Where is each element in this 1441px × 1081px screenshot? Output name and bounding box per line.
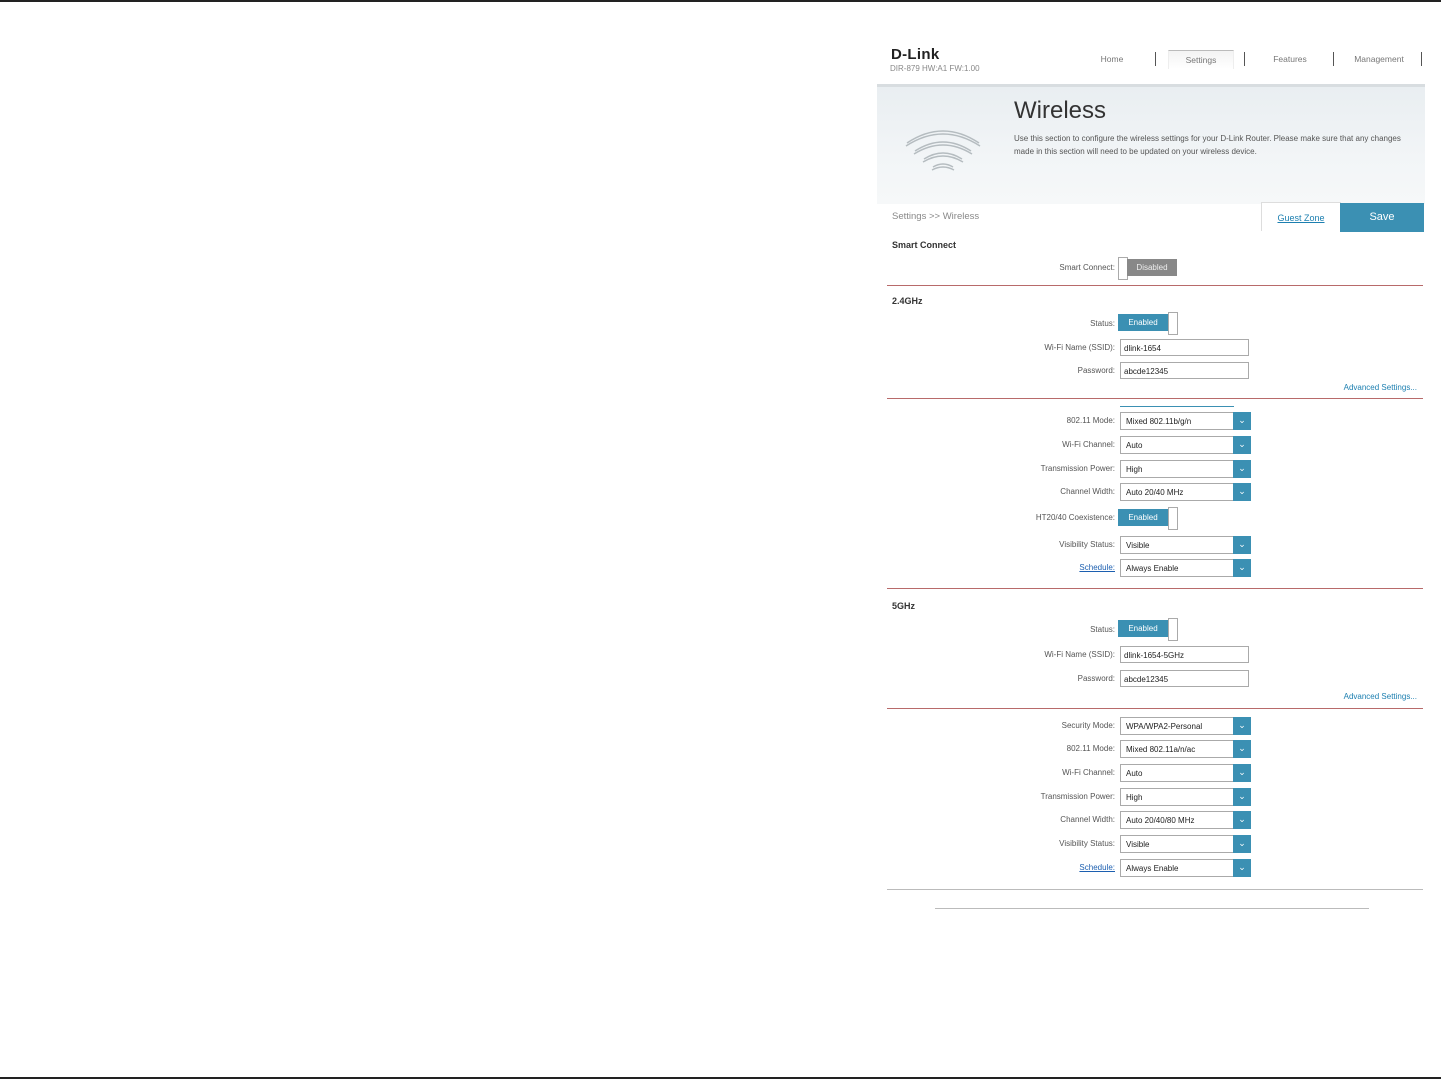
chevron-down-icon: ⌄ xyxy=(1233,559,1251,577)
band-5-security-label: Security Mode: xyxy=(1061,721,1115,730)
band-5-mode-select[interactable] xyxy=(1120,740,1251,758)
band-5-status-label: Status: xyxy=(1090,625,1115,634)
band-24-visibility-value: Visible xyxy=(1126,541,1150,550)
band-24-password-label: Password: xyxy=(1077,366,1115,375)
firmware-info: DIR-879 HW:A1 FW:1.00 xyxy=(890,64,980,73)
toggle-knob xyxy=(1168,312,1178,335)
chevron-down-icon: ⌄ xyxy=(1233,835,1251,853)
dlink-logo: D-Link xyxy=(891,46,940,63)
band-5-width-label: Channel Width: xyxy=(1060,815,1115,824)
band-5-ssid-input[interactable]: dlink-1654-5GHz xyxy=(1120,646,1249,663)
toggle-knob xyxy=(1168,507,1178,530)
band-24-channel-value: Auto xyxy=(1126,441,1143,450)
page-top-border xyxy=(0,0,1441,2)
band-5-status-state: Enabled xyxy=(1118,620,1168,637)
nav-separator xyxy=(1333,52,1334,66)
chevron-down-icon: ⌄ xyxy=(1233,764,1251,782)
band-5-password-label: Password: xyxy=(1077,674,1115,683)
nav-separator xyxy=(1421,52,1422,66)
band-24-width-label: Channel Width: xyxy=(1060,487,1115,496)
breadcrumb: Settings >> Wireless xyxy=(892,211,980,222)
page-banner xyxy=(877,84,1425,204)
band-5-power-label: Transmission Power: xyxy=(1040,792,1115,801)
chevron-down-icon: ⌄ xyxy=(1233,811,1251,829)
band-24-schedule-select[interactable] xyxy=(1120,559,1251,577)
band-24-status-state: Enabled xyxy=(1118,314,1168,331)
guest-zone-link[interactable]: Guest Zone xyxy=(1261,202,1341,231)
nav-separator xyxy=(1155,52,1156,66)
band-24-power-select[interactable] xyxy=(1120,460,1251,478)
chevron-down-icon: ⌄ xyxy=(1233,788,1251,806)
nav-features[interactable]: Features xyxy=(1273,54,1307,64)
section-divider xyxy=(887,889,1423,890)
band-24-mode-value: Mixed 802.11b/g/n xyxy=(1126,417,1192,426)
band-24-mode-select[interactable] xyxy=(1120,412,1251,430)
chevron-down-icon: ⌄ xyxy=(1233,460,1251,478)
band-5-heading: 5GHz xyxy=(892,601,916,611)
toggle-knob xyxy=(1168,618,1178,641)
band-24-channel-label: Wi-Fi Channel: xyxy=(1062,440,1115,449)
chevron-down-icon: ⌄ xyxy=(1233,717,1251,735)
band-5-power-value: High xyxy=(1126,793,1143,802)
chevron-down-icon: ⌄ xyxy=(1233,536,1251,554)
nav-settings[interactable]: Settings xyxy=(1168,50,1234,69)
band-24-width-select[interactable] xyxy=(1120,483,1251,501)
section-divider xyxy=(887,708,1423,709)
footer-divider xyxy=(935,908,1369,909)
band-5-ssid-label: Wi-Fi Name (SSID): xyxy=(1044,650,1115,659)
band-5-channel-label: Wi-Fi Channel: xyxy=(1062,768,1115,777)
band-5-mode-label: 802.11 Mode: xyxy=(1066,744,1115,753)
section-divider xyxy=(887,398,1423,399)
band-24-password-input[interactable]: abcde12345 xyxy=(1120,362,1249,379)
chevron-down-icon: ⌄ xyxy=(1233,436,1251,454)
band-5-width-select[interactable] xyxy=(1120,811,1251,829)
chevron-down-icon: ⌄ xyxy=(1233,483,1251,501)
smart-connect-label: Smart Connect: xyxy=(1059,263,1115,272)
chevron-down-icon: ⌄ xyxy=(1233,740,1251,758)
band-5-security-value: WPA/WPA2-Personal xyxy=(1126,722,1203,731)
band-24-advanced-link[interactable]: Advanced Settings... xyxy=(1343,383,1417,392)
band-5-password-input[interactable]: abcde12345 xyxy=(1120,670,1249,687)
smart-connect-state: Disabled xyxy=(1127,259,1177,276)
nav-management[interactable]: Management xyxy=(1354,54,1404,64)
nav-separator xyxy=(1244,52,1245,66)
band-24-channel-select[interactable] xyxy=(1120,436,1251,454)
band-5-schedule-select[interactable] xyxy=(1120,859,1251,877)
band-24-schedule-link[interactable]: Schedule: xyxy=(1079,563,1115,572)
band-5-power-select[interactable] xyxy=(1120,788,1251,806)
band-24-power-value: High xyxy=(1126,465,1143,474)
save-button[interactable]: Save xyxy=(1340,203,1424,232)
smart-connect-toggle[interactable] xyxy=(1118,257,1178,277)
band-5-channel-select[interactable] xyxy=(1120,764,1251,782)
nav-home[interactable]: Home xyxy=(1100,54,1124,64)
band-5-schedule-value: Always Enable xyxy=(1126,864,1179,873)
band-24-width-value: Auto 20/40 MHz xyxy=(1126,488,1184,497)
section-divider xyxy=(887,285,1423,286)
band-5-mode-value: Mixed 802.11a/n/ac xyxy=(1126,745,1196,754)
band-5-width-value: Auto 20/40/80 MHz xyxy=(1126,816,1195,825)
band-24-status-label: Status: xyxy=(1090,319,1115,328)
band-5-schedule-link[interactable]: Schedule: xyxy=(1079,863,1115,872)
band-24-coex-toggle[interactable] xyxy=(1118,507,1178,527)
section-divider xyxy=(887,588,1423,589)
band-5-channel-value: Auto xyxy=(1126,769,1143,778)
band-24-power-label: Transmission Power: xyxy=(1040,464,1115,473)
wifi-icon xyxy=(903,125,983,173)
router-ui-panel xyxy=(877,30,1425,930)
band-5-advanced-link[interactable]: Advanced Settings... xyxy=(1343,692,1417,701)
page-title: Wireless xyxy=(1014,97,1107,124)
band-5-status-toggle[interactable] xyxy=(1118,618,1178,638)
chevron-down-icon: ⌄ xyxy=(1233,859,1251,877)
band-24-visibility-label: Visibility Status: xyxy=(1059,540,1115,549)
band-24-visibility-select[interactable] xyxy=(1120,536,1251,554)
band-24-ssid-input[interactable]: dlink-1654 xyxy=(1120,339,1249,356)
band-5-security-select[interactable] xyxy=(1120,717,1251,735)
band-5-visibility-value: Visible xyxy=(1126,840,1150,849)
band-5-visibility-select[interactable] xyxy=(1120,835,1251,853)
dropdown-top-accent xyxy=(1120,406,1234,407)
band-24-heading: 2.4GHz xyxy=(892,296,923,306)
chevron-down-icon: ⌄ xyxy=(1233,412,1251,430)
band-24-coex-state: Enabled xyxy=(1118,509,1168,526)
smart-connect-heading: Smart Connect xyxy=(892,240,957,250)
page-bottom-border xyxy=(0,1077,1441,1079)
band-24-schedule-value: Always Enable xyxy=(1126,564,1179,573)
page-description: Use this section to configure the wireless settings for your D-Link Router. Please make sure that any changes made in this section will need to be updated on your wireless device. xyxy=(1014,134,1401,156)
band-24-mode-label: 802.11 Mode: xyxy=(1066,416,1115,425)
band-24-status-toggle[interactable] xyxy=(1118,312,1178,332)
band-24-ssid-label: Wi-Fi Name (SSID): xyxy=(1044,343,1115,352)
top-nav xyxy=(1077,50,1425,74)
band-5-visibility-label: Visibility Status: xyxy=(1059,839,1115,848)
band-24-coex-label: HT20/40 Coexistence: xyxy=(1035,513,1115,522)
